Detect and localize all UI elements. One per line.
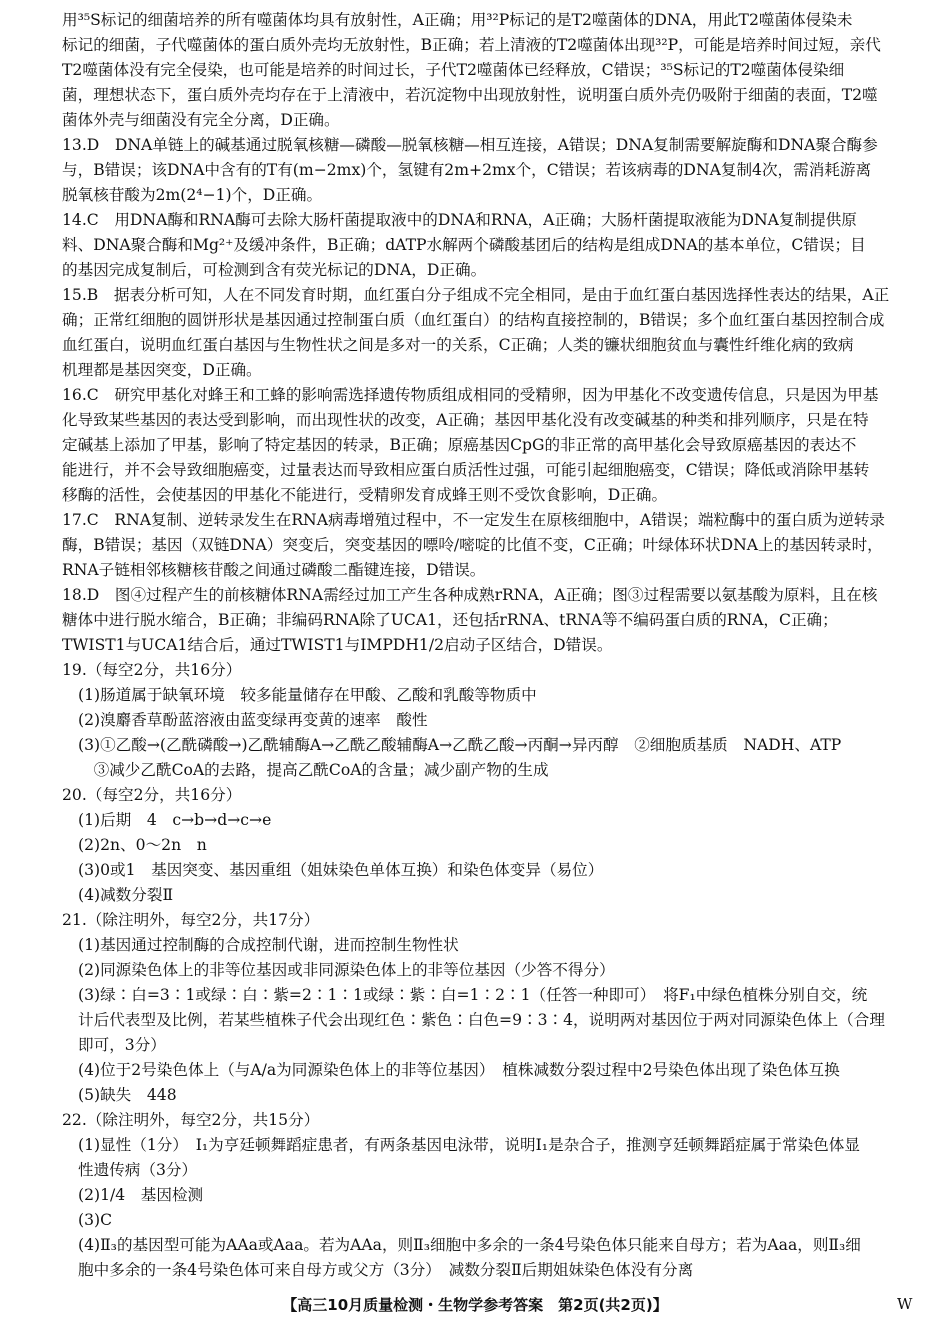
text-line: (2)同源染色体上的非等位基因或非同源染色体上的非等位基因（少答不得分） (78, 961, 615, 979)
text-line: 16.C 研究甲基化对蜂王和工蜂的影响需选择遗传物质组成相同的受精卵，因为甲基化不改变遗传信息，只是因为甲基 (62, 386, 879, 404)
text-line: T2噬菌体没有完全侵染，也可能是培养的时间过长，子代T2噬菌体已经释放，C错误；³⁵S标记的T2噬菌体侵染细 (62, 61, 845, 79)
text-line: 17.C RNA复制、逆转录发生在RNA病毒增殖过程中，不一定发生在原核细胞中，A错误；端粒酶中的蛋白质为逆转录 (62, 511, 886, 529)
footer-mark: W (897, 1295, 913, 1313)
text-line: (5)缺失 448 (78, 1086, 177, 1104)
text-line: 糖体中进行脱水缩合，B正确；非编码RNA除了UCA1，还包括rRNA、tRNA等不编码蛋白质的RNA，C正确； (62, 611, 838, 629)
text-line: 机理都是基因突变，D正确。 (62, 361, 262, 379)
text-line: 移酶的活性，会使基因的甲基化不能进行，受精卵发育成蜂王则不受饮食影响，D正确。 (62, 486, 668, 504)
text-line: 化导致某些基因的表达受到影响，而出现性状的改变，A正确；基因甲基化没有改变碱基的种类和排列顺序，只是在特 (62, 411, 869, 429)
text-line: 18.D 图④过程产生的前核糖体RNA需经过加工产生各种成熟rRNA，A正确；图③过程需要以氨基酸为原料，且在核 (62, 586, 878, 604)
page-footer: 【高三10月质量检测・生物学参考答案 第2页(共2页)】 (282, 1296, 668, 1314)
text-line: 料、DNA聚合酶和Mg²⁺及缓冲条件，B正确；dATP水解两个磷酸基团后的结构是组成DNA的基本单位，C错误；目 (62, 236, 866, 254)
text-line: 菌，理想状态下，蛋白质外壳均存在于上清液中，若沉淀物中出现放射性，说明蛋白质外壳仍吸附于细菌的表面，T2噬 (62, 86, 878, 104)
text-line: RNA子链相邻核糖核苷酸之间通过磷酸二酯键连接，D错误。 (62, 561, 486, 579)
text-line: 确；正常红细胞的圆饼形状是基因通过控制蛋白质（血红蛋白）的结构直接控制的，B错误；多个血红蛋白基因控制合成 (62, 311, 885, 329)
text-line: (4)位于2号染色体上（与A/a为同源染色体上的非等位基因） 植株减数分裂过程中2号染色体出现了染色体互换 (78, 1061, 840, 1079)
text-line: (1)显性（1分） Ⅰ₁为亨廷顿舞蹈症患者，有两条基因电泳带，说明Ⅰ₁是杂合子，推测亨廷顿舞蹈症属于常染色体显 (78, 1136, 860, 1154)
text-line: 脱氧核苷酸为2m(2⁴−1)个，D正确。 (62, 186, 323, 204)
section-heading: 22.（除注明外，每空2分，共15分） (62, 1111, 320, 1129)
text-line: 即可，3分） (78, 1036, 166, 1054)
text-line: 定碱基上添加了甲基，影响了特定基因的转录，B正确；原癌基因CpG的非正常的高甲基化会导致原癌基因的表达不 (62, 436, 857, 454)
text-line: 性遗传病（3分） (78, 1161, 198, 1179)
text-line: 用³⁵S标记的细菌培养的所有噬菌体均具有放射性，A正确；用³²P标记的是T2噬菌体的DNA，用此T2噬菌体侵染未 (62, 11, 853, 29)
text-line: (3)绿∶白=3∶1或绿∶白∶紫=2∶1∶1或绿∶紫∶白=1∶2∶1（任答一种即可） 将F₁中绿色植株分别自交，统 (78, 986, 868, 1004)
text-line: (3)C (78, 1211, 113, 1229)
text-line: (2)1/4 基因检测 (78, 1186, 204, 1204)
text-line: (4)Ⅱ₃的基因型可能为AAa或Aaa。若为AAa，则Ⅱ₃细胞中多余的一条4号染色体只能来自母方；若为Aaa，则Ⅱ₃细 (78, 1236, 861, 1254)
text-line: 胞中多余的一条4号染色体可来自母方或父方（3分） 减数分裂Ⅱ后期姐妹染色体没有分离 (78, 1261, 694, 1279)
text-line: 14.C 用DNA酶和RNA酶可去除大肠杆菌提取液中的DNA和RNA，A正确；大肠杆菌提取液能为DNA复制提供原 (62, 211, 857, 229)
text-line: (1)基因通过控制酶的合成控制代谢，进而控制生物性状 (78, 936, 459, 954)
text-line: 的基因完成复制后，可检测到含有荧光标记的DNA，D正确。 (62, 261, 487, 279)
text-line: (1)后期 4 c→b→d→c→e (78, 811, 272, 829)
text-line: (1)肠道属于缺氧环境 较多能量储存在甲酸、乙酸和乳酸等物质中 (78, 686, 537, 704)
section-heading: 19.（每空2分，共16分） (62, 661, 242, 679)
section-heading: 21.（除注明外，每空2分，共17分） (62, 911, 320, 929)
text-line: 15.B 据表分析可知，人在不同发育时期，血红蛋白分子组成不完全相同，是由于血红蛋白基因选择性表达的结果，A正 (62, 286, 890, 304)
text-line: (2)2n、0～2n n (78, 836, 207, 854)
text-line: (3)①乙酸→(乙酰磷酸→)乙酰辅酶A→乙酰乙酸辅酶A→乙酰乙酸→丙酮→异丙醇 ②细胞质基质 NADH、ATP (78, 736, 842, 754)
text-line: (2)溴麝香草酚蓝溶液由蓝变绿再变黄的速率 酸性 (78, 711, 428, 729)
text-line: 菌体外壳与细菌没有完全分离，D正确。 (62, 111, 340, 129)
section-heading: 20.（每空2分，共16分） (62, 786, 242, 804)
text-line: 13.D DNA单链上的碱基通过脱氧核糖—磷酸—脱氧核糖—相互连接，A错误；DNA复制需要解旋酶和DNA聚合酶参 (62, 136, 878, 154)
text-line: 酶，B错误；基因（双链DNA）突变后，突变基因的嘌呤/嘧啶的比值不变，C正确；叶绿体环状DNA上的基因转录时， (62, 536, 883, 554)
text-line: 能进行，并不会导致细胞癌变，过量表达而导致相应蛋白质活性过强，可能引起细胞癌变，C错误；降低或消除甲基转 (62, 461, 870, 479)
text-line: 与，B错误；该DNA中含有的T有(m−2mx)个，氢键有2m+2mx个，C错误；若该病毒的DNA复制4次，需消耗游离 (62, 161, 872, 179)
text-line: ③减少乙酰CoA的去路，提高乙酰CoA的含量；减少副产物的生成 (78, 761, 549, 779)
text-line: (3)0或1 基因突变、基因重组（姐妹染色单体互换）和染色体变异（易位） (78, 861, 604, 879)
text-line: TWIST1与UCA1结合后，通过TWIST1与IMPDH1/2启动子区结合，D错误。 (62, 636, 613, 654)
text-line: 计后代表型及比例，若某些植株子代会出现红色∶紫色∶白色=9∶3∶4，说明两对基因位于两对同源染色体上（合理 (78, 1011, 885, 1029)
text-line: (4)减数分裂Ⅱ (78, 886, 174, 904)
text-line: 标记的细菌，子代噬菌体的蛋白质外壳均无放射性，B正确；若上清液的T2噬菌体出现³²P，可能是培养时间过短，亲代 (62, 36, 881, 54)
text-line: 血红蛋白，说明血红蛋白基因与生物性状之间是多对一的关系，C正确；人类的镰状细胞贫血与囊性纤维化病的致病 (62, 336, 854, 354)
